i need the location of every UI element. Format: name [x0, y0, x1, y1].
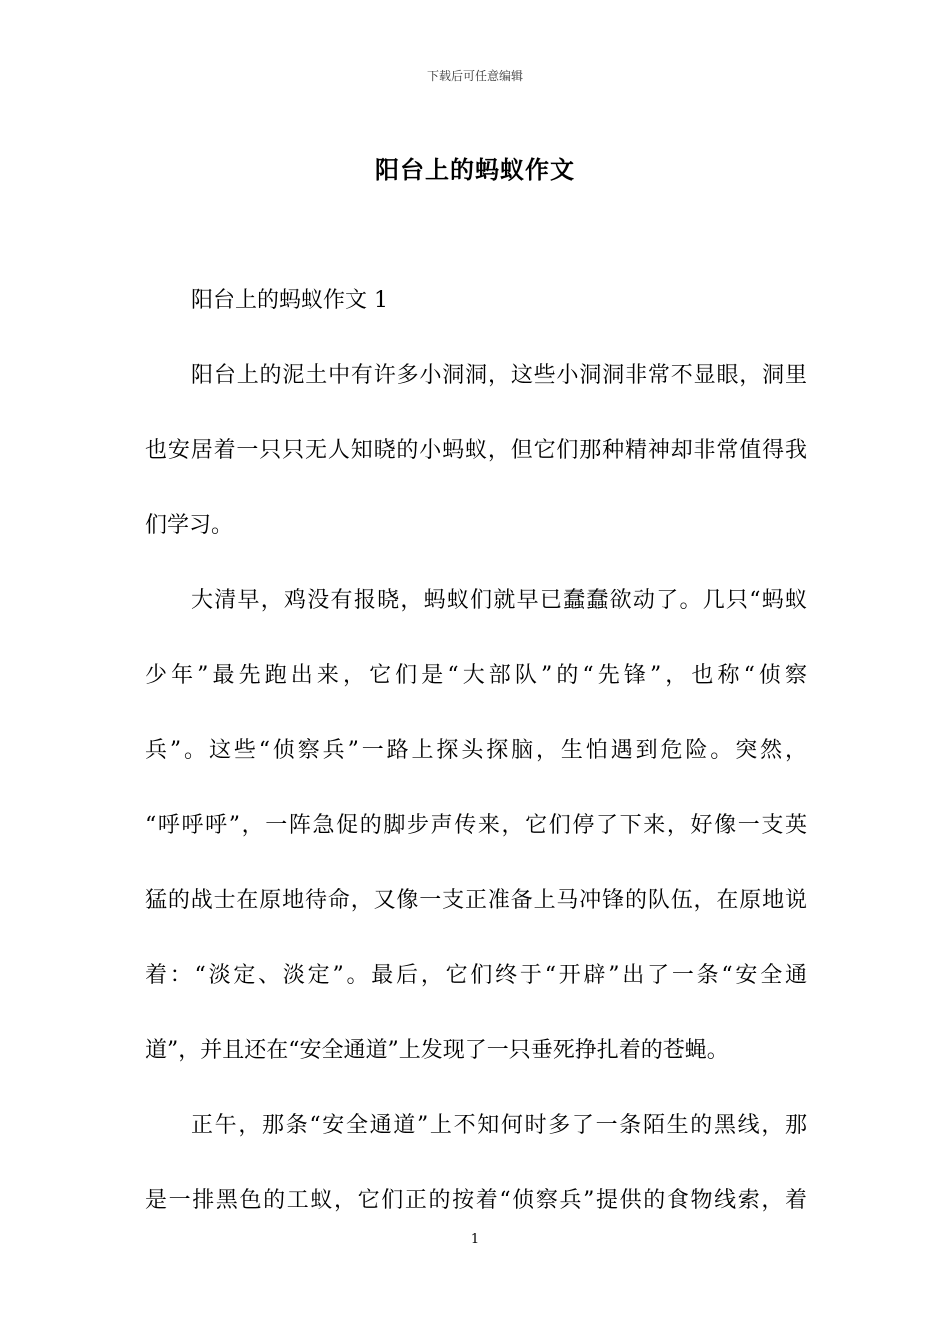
text-line: 们学习。 [145, 513, 234, 538]
page-number: 1 [470, 1232, 480, 1247]
text-line: 道”，并且还在“安全通道”上发现了一只垂死挣扎着的苍蝇。 [145, 1038, 729, 1063]
text-line: 正午，那条“安全通道”上不知何时多了一条陌生的黑线，那 [191, 1113, 807, 1138]
text-line: 猛的战士在原地待命，又像一支正准备上马冲锋的队伍，在原地说 [145, 888, 807, 913]
text-line: 阳台上的泥土中有许多小洞洞，这些小洞洞非常不显眼，洞里 [191, 363, 807, 388]
text-line: 着：“淡定、淡定”。最后，它们终于“开辟”出了一条“安全通 [145, 963, 807, 988]
text-line: 也安居着一只只无人知晓的小蚂蚁，但它们那种精神却非常值得我 [145, 438, 807, 463]
document-body [145, 282, 807, 1257]
text-line: 少年”最先跑出来，它们是“大部队”的“先锋”，也称“侦察 [145, 663, 807, 688]
text-line: 是一排黑色的工蚁，它们正的按着“侦察兵”提供的食物线索，着 [145, 1188, 807, 1213]
header-note: 下载后可任意编辑 [426, 69, 523, 83]
document-title: 阳台上的蚂蚁作文 [375, 155, 575, 184]
text-line: 大清早，鸡没有报晓，蚂蚁们就早已蠢蠢欲动了。几只“蚂蚁 [191, 588, 807, 613]
text-line: 兵”。这些“侦察兵”一路上探头探脑，生怕遇到危险。突然， [145, 738, 807, 763]
text-line: 阳台上的蚂蚁作文 1 [191, 288, 388, 313]
text-line: “呼呼呼”，一阵急促的脚步声传来，它们停了下来，好像一支英 [145, 813, 807, 838]
